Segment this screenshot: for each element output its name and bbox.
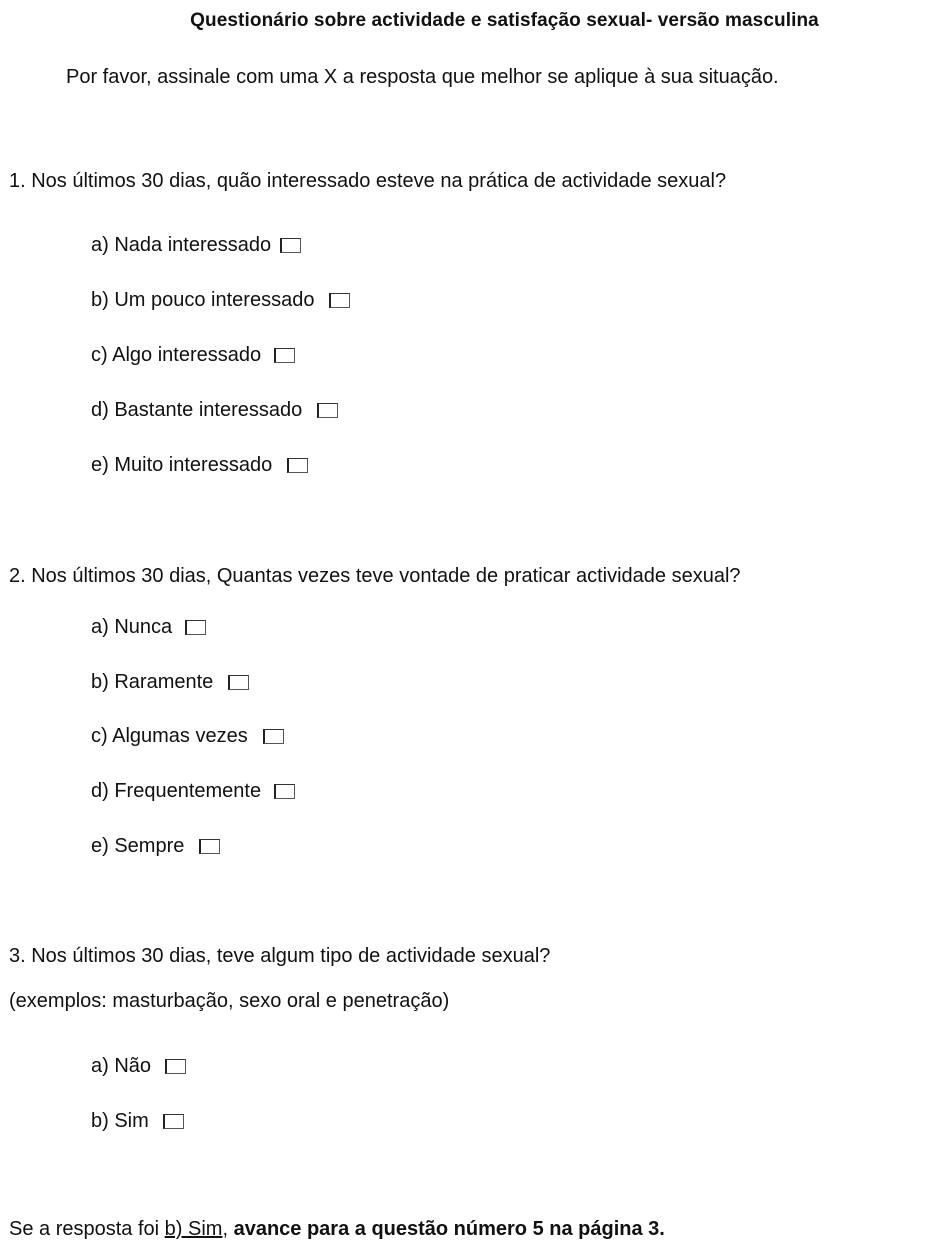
checkbox-icon[interactable] [274, 348, 295, 363]
instructions: Por favor, assinale com uma X a resposta que melhor se aplique à sua situação. [66, 66, 779, 88]
question-3-text: 3. Nos últimos 30 dias, teve algum tipo de actividade sexual? [9, 945, 551, 967]
q1-option-c [91, 344, 295, 367]
q1-option-b [91, 289, 350, 312]
page-title: Questionário sobre actividade e satisfação sexual- versão masculina [190, 10, 819, 31]
q2-option-b [91, 671, 249, 694]
checkbox-icon[interactable] [263, 729, 284, 744]
footer-prefix: Se a resposta foi [9, 1218, 165, 1240]
question-3-subtext: (exemplos: masturbação, sexo oral e penetração) [9, 990, 450, 1012]
checkbox-icon[interactable] [163, 1114, 184, 1129]
q1-option-d [91, 399, 338, 422]
option-label: b) Um pouco interessado [91, 289, 315, 311]
option-label: b) Raramente [91, 671, 214, 693]
option-label: a) Não [91, 1055, 152, 1077]
q3-option-b [91, 1110, 184, 1133]
q2-option-a [91, 616, 206, 639]
checkbox-icon[interactable] [287, 458, 308, 473]
q1-option-a [91, 234, 301, 257]
option-label: a) Nunca [91, 616, 173, 638]
checkbox-icon[interactable] [274, 784, 295, 799]
question-2-text: 2. Nos últimos 30 dias, Quantas vezes teve vontade de praticar actividade sexual? [9, 565, 741, 587]
option-label: c) Algo interessado [91, 344, 262, 366]
footer-instruction: avance para a questão número 5 na página 3. [233, 1218, 665, 1240]
question-1-text: 1. Nos últimos 30 dias, quão interessado esteve na prática de actividade sexual? [9, 170, 727, 192]
q2-option-d [91, 780, 295, 803]
checkbox-icon[interactable] [199, 839, 220, 854]
checkbox-icon[interactable] [280, 238, 301, 253]
q1-option-e [91, 454, 308, 477]
option-label: d) Frequentemente [91, 780, 262, 802]
option-label: b) Sim [91, 1110, 149, 1132]
q2-option-e [91, 835, 220, 858]
option-label: e) Muito interessado [91, 454, 273, 476]
checkbox-icon[interactable] [228, 675, 249, 690]
checkbox-icon[interactable] [329, 293, 350, 308]
footer-comma: , [222, 1218, 234, 1240]
checkbox-icon[interactable] [165, 1059, 186, 1074]
option-label: e) Sempre [91, 835, 185, 857]
footer-answer-reference: b) Sim [164, 1218, 223, 1240]
checkbox-icon[interactable] [185, 620, 206, 635]
footer-note [9, 1218, 665, 1241]
q3-option-a [91, 1055, 186, 1078]
checkbox-icon[interactable] [317, 403, 338, 418]
option-label: d) Bastante interessado [91, 399, 303, 421]
option-label: a) Nada interessado [91, 234, 272, 256]
q2-option-c [91, 725, 284, 748]
option-label: c) Algumas vezes [91, 725, 248, 747]
